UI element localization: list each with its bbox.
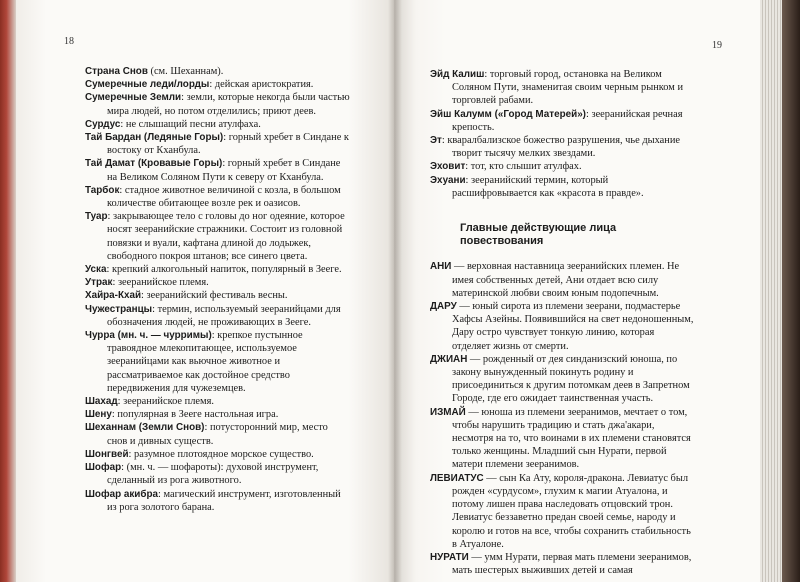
page-number-right: 19 (712, 40, 722, 51)
character-name: ЛЕВИАТУС (430, 472, 484, 484)
glossary-term: Чужестранцы (85, 303, 153, 315)
glossary-entry (85, 263, 350, 276)
glossary-definition: : земли, которые некогда были частью мира людей, но потом отделились; приют деев. (107, 92, 350, 117)
book-gutter (388, 0, 402, 582)
glossary-definition: : кваралбализское божество разрушения, чье дыхание творит тысячу мелких звездами. (441, 135, 681, 160)
glossary-definition: : (мн. ч. — шофароты): духовой инструмент, сделанный из рога животного. (107, 462, 319, 487)
character-name: НУРАТИ (430, 551, 469, 563)
glossary-entry (85, 408, 350, 421)
glossary-definition: : горный хребет в Синдане на Великом Соляном Пути к северу от Кханбула. (107, 158, 341, 183)
glossary-definition: (см. Шеханнам). (147, 66, 224, 77)
glossary-entry (85, 91, 350, 117)
glossary-definition: : зееранийское племя. (117, 396, 214, 408)
character-description: — верховная наставница зееранийских племен. Не имея собственных детей, Ани отдает всю силу материнской любви своим юным подопечным. (451, 261, 680, 299)
glossary-entry (85, 78, 350, 91)
glossary-definition: : разумное плотоядное морское существо. (128, 448, 314, 460)
glossary-entry (85, 461, 350, 487)
glossary-definition: : тот, кто слышит атулфах. (465, 161, 582, 173)
glossary-term: Тарбок (85, 184, 120, 196)
character-name: ИЗМАЙ (430, 406, 466, 418)
glossary-entry (85, 448, 350, 461)
glossary-entry (85, 289, 350, 302)
glossary-entry (85, 184, 350, 210)
glossary-term: Шофар акибра (85, 488, 158, 500)
book-cover-edge-left (0, 0, 16, 582)
glossary-definition: : зееранийская речная крепость. (452, 108, 683, 133)
glossary-definition: : стадное животное величиной с козла, в большом количестве обитающее возле рек и оазисов. (107, 184, 341, 210)
glossary-entry (85, 276, 350, 289)
glossary-definition: : популярная в Зееге настольная игра. (111, 409, 279, 421)
glossary-term: Шену (85, 409, 112, 421)
glossary-entry (430, 108, 694, 134)
character-entry (430, 551, 694, 577)
glossary-definition: : не слышащий песни атулфаха. (120, 118, 261, 130)
character-description: — юный сирота из племени зеерани, подмастерье Хафсы Азейны. Появившийся на свет недоношенным, Дару остро чувствует тонкую линию, которая отделяет жизнь от смерти. (452, 301, 694, 352)
glossary-term: Шофар (85, 462, 122, 474)
glossary-entry (430, 134, 694, 160)
right-page-column (430, 68, 694, 577)
character-description: — рожденный от дея синданизский юноша, по закону вынужденный покинуть родину и присоединиться к другим потомкам деев в Запретном Городе, где его ожидает таинственная участь. (452, 353, 690, 405)
page-number-left: 18 (64, 36, 74, 47)
character-description: — юноша из племени зееранимов, мечтает о том, чтобы нарушить традицию и стать джа'акари, несмотря на то, что воинами в их племени становятся только женщины. Младший сын Нурати, первой матери племени зееранимов. (452, 406, 691, 471)
glossary-term: Эховит (430, 161, 466, 173)
glossary-definition: : крепкий алкогольный напиток, популярный в Зееге. (106, 264, 342, 276)
glossary-term: Сурдус (85, 118, 121, 130)
glossary-definition: : горный хребет в Синдане к востоку от Кханбула. (107, 132, 349, 157)
character-entry (430, 353, 694, 406)
glossary-term: Тай Бардан (Ледяные Горы) (85, 132, 224, 144)
glossary-term: Уска (85, 264, 107, 276)
glossary-entry (430, 160, 694, 173)
glossary-entry (85, 303, 350, 329)
glossary-entry (85, 65, 350, 78)
glossary-term: Шеханнам (Земли Снов) (85, 422, 205, 434)
glossary-term: Страна Снов (85, 66, 148, 77)
glossary-definition: : дейская аристократия. (209, 79, 314, 91)
glossary-term: Шахад (85, 396, 118, 408)
book-cover-edge-right (782, 0, 800, 582)
glossary-term: Эйд Калиш (430, 69, 485, 80)
character-name: ДАРУ (430, 301, 457, 313)
character-name: ДЖИАН (430, 353, 468, 365)
glossary-definition: : термин, используемый зееранийцами для обозначения людей, не проживающих в Зееге. (107, 303, 341, 328)
character-entry (430, 300, 694, 353)
glossary-entry (85, 157, 350, 183)
glossary-entry (85, 329, 350, 395)
glossary-definition: : магический инструмент, изготовленный из рога золотого барана. (107, 488, 341, 513)
character-description: — умм Нурати, первая мать племени зееранимов, мать шестерых выживших детей и самая (452, 551, 692, 577)
glossary-definition: : зееранийский термин, который расшифровывается как «красота в правде». (452, 174, 644, 199)
glossary-term: Туар (85, 211, 108, 223)
glossary-entry (430, 68, 694, 108)
glossary-term: Хайра-Кхай (85, 290, 142, 302)
glossary-term: Эхуани (430, 174, 466, 186)
character-name: АНИ (430, 261, 452, 273)
glossary-term: Эйш Калумм («Город Матерей») (430, 108, 586, 120)
glossary-term: Чурра (мн. ч. — чурримы) (85, 330, 212, 342)
glossary-entry (85, 421, 350, 447)
glossary-definition: : зееранийский фестиваль весны. (141, 290, 288, 302)
glossary-term: Утрак (85, 277, 113, 289)
glossary-definition: : зееранийское племя. (112, 277, 209, 289)
glossary-definition: : крепкое пустынное травоядное млекопитающее, используемое зееранийцами как вьючное животное и рассматриваемое как достойное средство передвижения для чужеземцев. (107, 330, 303, 394)
character-entry (430, 406, 694, 472)
character-entry (430, 260, 694, 300)
glossary-term: Тай Дамат (Кровавые Горы) (85, 158, 223, 170)
glossary-entry (85, 210, 350, 263)
glossary-term: Эт (430, 135, 442, 147)
glossary-entry (85, 131, 350, 157)
left-page-column (85, 65, 350, 514)
glossary-term: Сумеречные леди/лорды (85, 79, 210, 91)
glossary-definition: : потусторонний мир, место снов и дивных существ. (107, 422, 328, 447)
glossary-entry (85, 488, 350, 514)
section-title: Главные действующие лица повествования (460, 222, 617, 248)
glossary-term: Шонгвей (85, 448, 129, 460)
glossary-entry (430, 174, 694, 200)
glossary-definition: : закрывающее тело с головы до ног одеяние, которое носят зееранийские стражники. Состоит из головной повязки и вуали, кафтана длиной до лодыжек, свободного покроя штанов; все синего цвета. (107, 211, 345, 262)
glossary-definition: : торговый город, остановка на Великом Соляном Пути, знаменитая своим черным рынком и торговлей рабами. (452, 69, 684, 107)
character-description: — сын Ка Ату, короля-дракона. Левиатус был рожден «сурдусом», глухим к магии Атуалона, и потому лишен права наследовать отцовский трон. Левиатус беззаветно предан своей семье, народу и королю и готов на все, чтобы сохранить стабильность в Атуалоне. (452, 472, 691, 550)
glossary-entry (85, 395, 350, 408)
character-entry (430, 472, 694, 551)
glossary-term: Сумеречные Земли (85, 92, 182, 104)
glossary-entry (85, 118, 350, 131)
